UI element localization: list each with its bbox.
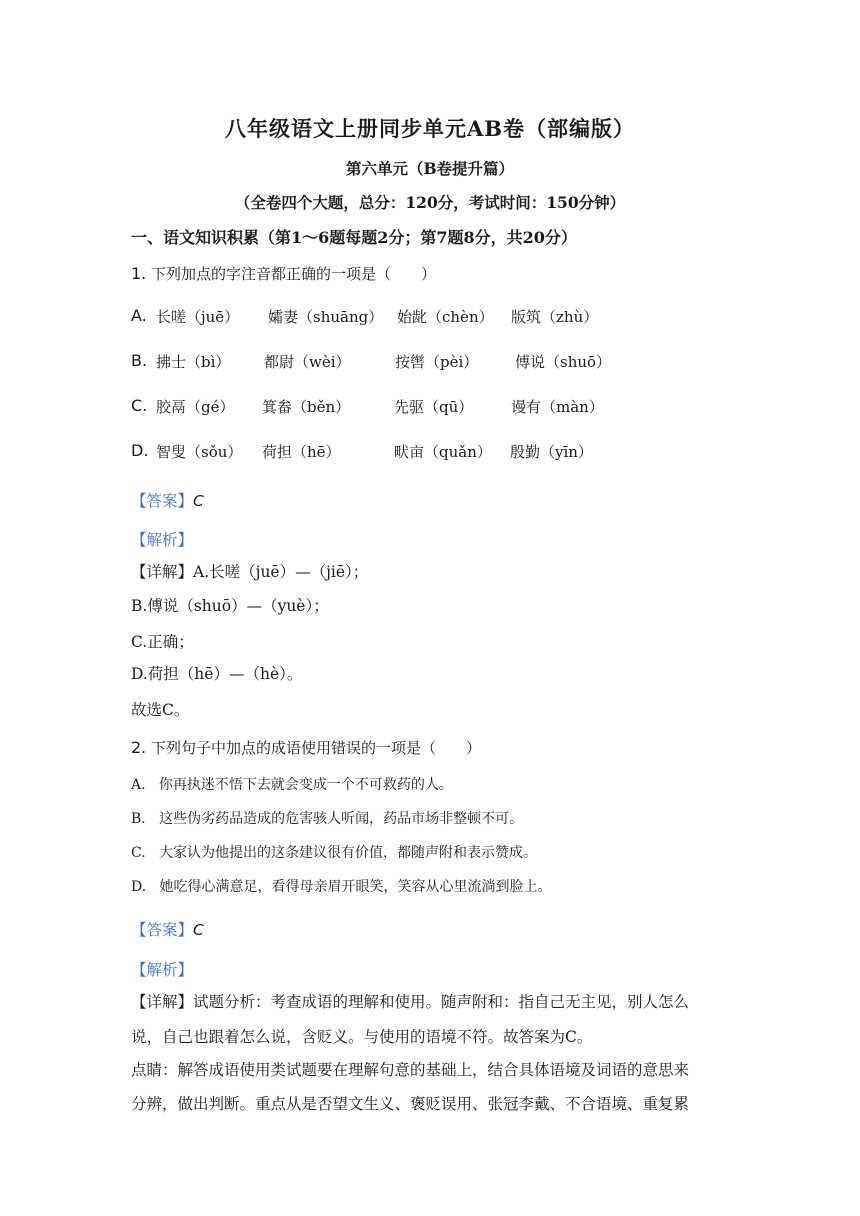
option-item: 按辔（pèi） xyxy=(395,353,479,371)
question-2-option-c xyxy=(131,842,537,862)
question-2-option-a xyxy=(131,774,453,794)
page-subtitle: 第六单元（B卷提升篇） xyxy=(345,159,515,178)
note-line: 点睛：解答成语使用类试题要在理解句意的基础上，结合具体语境及词语的意思来 xyxy=(131,1061,690,1079)
detail-line: A.长嗟（juē）—（jiē）； xyxy=(193,563,369,581)
detail-line: 说，自己也跟着怎么说，含贬义。与使用的语境不符。故答案为C。 xyxy=(131,1028,593,1046)
option-letter: A. xyxy=(131,777,146,793)
answer-tag: 【答案】 xyxy=(131,921,194,939)
detail-line: B.傅说（shuō）—（yuè）； xyxy=(131,597,329,615)
option-letter: D. xyxy=(131,879,147,895)
detail-tag: 【详解】 xyxy=(131,993,194,1011)
option-item: 智叟（sǒu） xyxy=(156,443,243,461)
option-text: 这些伪劣药品造成的危害骇人听闻，药品市场非整顿不可。 xyxy=(159,811,524,827)
detail-tag: 【详解】 xyxy=(131,563,194,581)
detail-line: C.正确； xyxy=(131,633,194,651)
option-letter: A. xyxy=(131,306,147,325)
question-1-detail xyxy=(131,560,368,582)
question-2-option-b xyxy=(131,808,523,828)
analysis-tag: 【解析】 xyxy=(131,961,194,979)
option-letter: D. xyxy=(131,441,149,460)
option-text: 她吃得心满意足，看得母亲眉开眼笑，笑容从心里流淌到脸上。 xyxy=(159,879,552,895)
question-2-option-d xyxy=(131,876,552,896)
option-letter: C. xyxy=(131,396,148,415)
question-2-stem xyxy=(131,737,481,758)
option-text: 大家认为他提出的这条建议很有价值，都随声附和表示赞成。 xyxy=(159,845,538,861)
question-text: 下列加点的字注音都正确的一项是（ ） xyxy=(151,265,437,283)
option-item: 傅说（shuō） xyxy=(515,353,612,371)
exam-info: （全卷四个大题，总分：120分，考试时间：150分钟） xyxy=(234,193,626,212)
option-item: 都尉（wèi） xyxy=(264,353,351,371)
answer-value: C xyxy=(193,492,204,510)
option-text: 你再执迷不悟下去就会变成一个不可救药的人。 xyxy=(158,777,453,793)
question-2-detail xyxy=(131,990,689,1012)
section-heading: 一、语文知识积累（第1～6题每题2分；第7题8分，共20分） xyxy=(131,228,577,247)
detail-line: D.荷担（hē）—（hè）。 xyxy=(131,665,303,683)
option-letter: B. xyxy=(131,351,148,370)
option-letter: C. xyxy=(131,845,146,861)
question-text: 下列句子中加点的成语使用错误的一项是（ ） xyxy=(151,739,482,757)
question-number: 2. xyxy=(131,738,147,757)
answer-tag: 【答案】 xyxy=(131,492,194,510)
option-item: 版筑（zhù） xyxy=(511,308,599,326)
detail-line: 故选C。 xyxy=(131,701,190,719)
question-1-stem xyxy=(131,263,436,284)
question-2-answer xyxy=(131,918,204,940)
option-item: 荷担（hē） xyxy=(262,443,341,461)
analysis-tag: 【解析】 xyxy=(131,531,194,549)
question-1-answer xyxy=(131,489,204,511)
note-line: 分辨，做出判断。重点从是否望文生义、褒贬误用、张冠李戴、不合语境、重复累 xyxy=(131,1095,690,1113)
option-item: 拂士（bì） xyxy=(156,353,231,371)
option-item: 先驱（qū） xyxy=(394,398,474,416)
question-number: 1. xyxy=(131,264,147,283)
option-item: 箕畚（běn） xyxy=(262,398,351,416)
option-item: 始龀（chèn） xyxy=(397,308,494,326)
answer-value: C xyxy=(193,921,204,939)
option-item: 谩有（màn） xyxy=(511,398,604,416)
option-item: 胶鬲（gé） xyxy=(156,398,235,416)
option-letter: B. xyxy=(131,811,146,827)
option-item: 孀妻（shuāng） xyxy=(268,308,384,326)
option-item: 殷勤（yīn） xyxy=(510,443,593,461)
option-item: 畎亩（quǎn） xyxy=(394,443,492,461)
page-title: 八年级语文上册同步单元AB卷（部编版） xyxy=(224,116,636,141)
option-item: 长嗟（juē） xyxy=(156,308,240,326)
detail-line: 试题分析：考查成语的理解和使用。随声附和：指自己无主见，别人怎么 xyxy=(193,993,690,1011)
